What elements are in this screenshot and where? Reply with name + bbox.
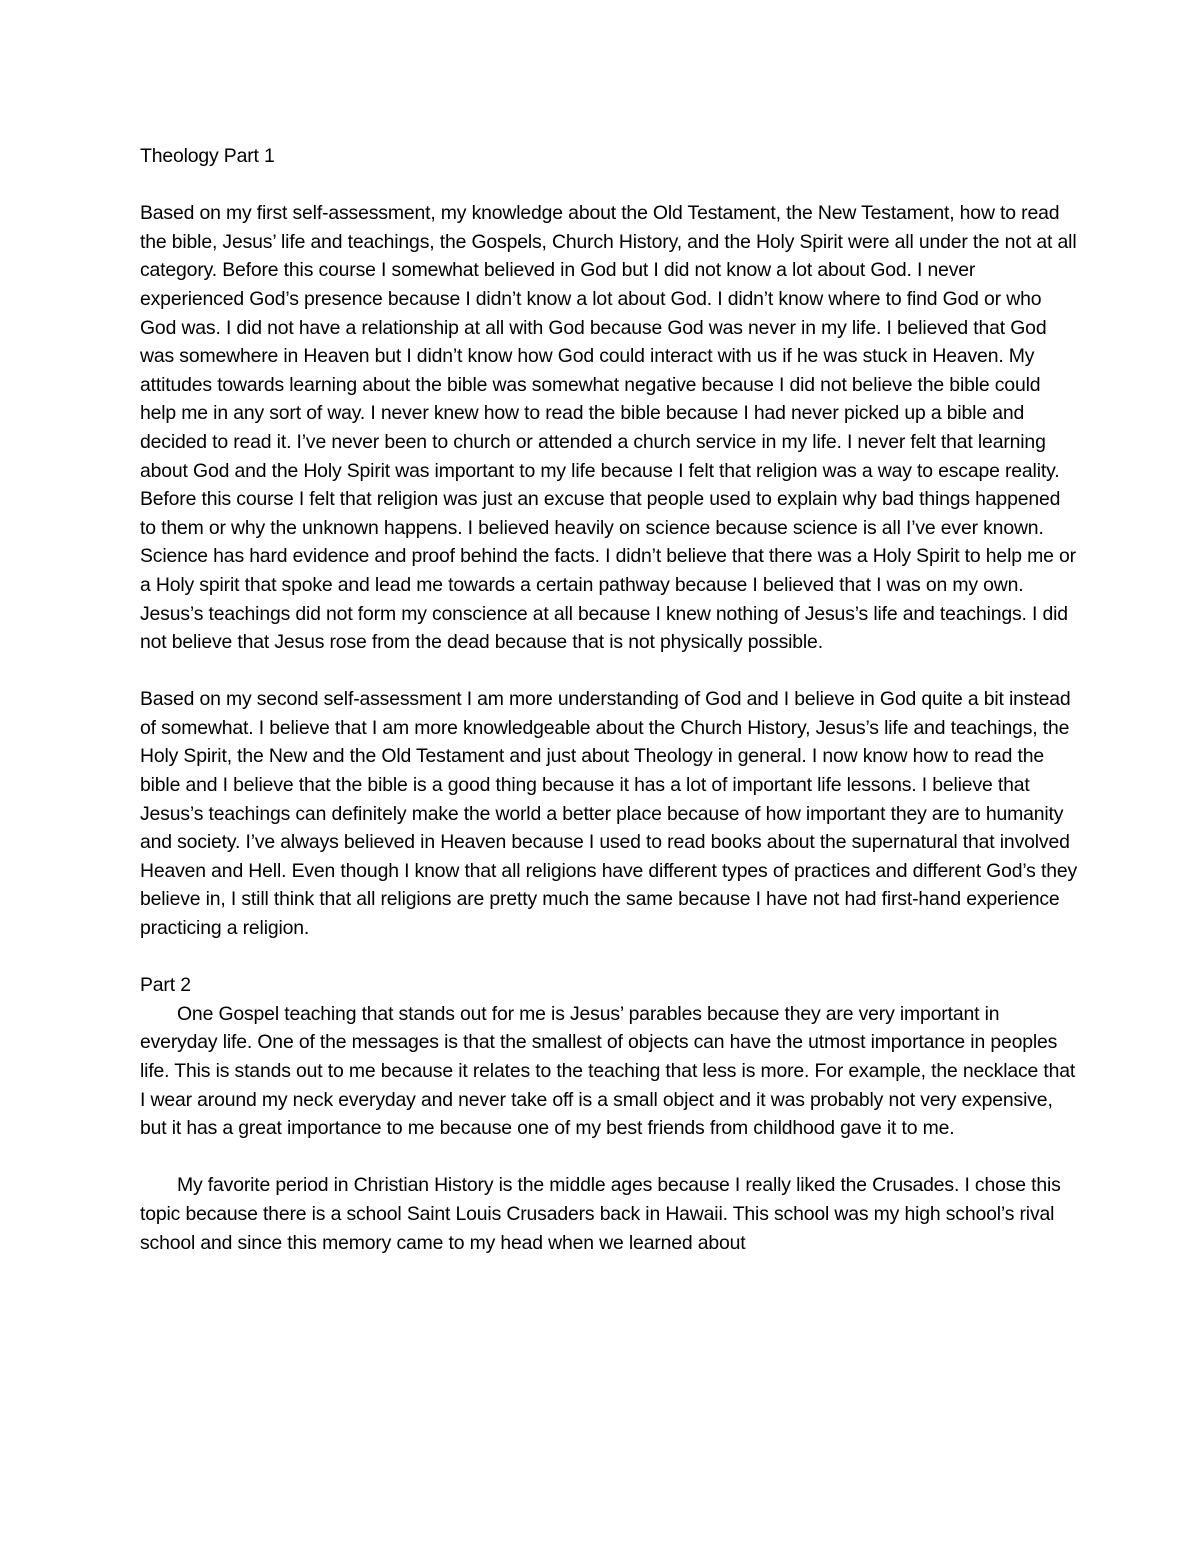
part-2-heading: Part 2	[140, 974, 191, 997]
document-title: Theology Part 1	[140, 145, 275, 167]
paragraph-gospel-teaching: One Gospel teaching that stands out for me is Jesus’ parables because they are very important in everyday life. One of the messages is that the smallest of objects can have the utmost importance in peoples life. This is stands out to me because it relates to the teaching that less is more. For example, the necklace that I wear around my neck everyday and never take off is a small object and it was probably not very expensive, but it has a great importance to me because one of my best friends from childhood gave it to me.	[140, 1002, 1076, 1140]
document-body	[140, 142, 1080, 1257]
paragraph-christian-history: My favorite period in Christian History is the middle ages because I really liked the Crusades. I chose this topic because there is a school Saint Louis Crusaders back in Hawaii. This school was my high school’s rival school and since this memory came to my head when we learned about	[140, 1174, 1061, 1254]
paragraph-first-self-assessment: Based on my first self-assessment, my knowledge about the Old Testament, the New Testament, how to read the bible, Jesus’ life and teachings, the Gospels, Church History, and the Holy Spirit were all under the not at all category. Before this course I somewhat believed in God but I did not know a lot about God. I never experienced God’s presence because I didn’t know a lot about God. I didn’t know where to find God or who God was. I did not have a relationship at all with God because God was never in my life. I believed that God was somewhere in Heaven but I didn’t know how God could interact with us if he was stuck in Heaven. My attitudes towards learning about the bible was somewhat negative because I did not believe the bible could help me in any sort of way. I never knew how to read the bible because I had never picked up a bible and decided to read it. I’ve never been to church or attended a church service in my life. I never felt that learning about God and the Holy Spirit was important to my life because I felt that religion was a way to escape reality. Before this course I felt that religion was just an excuse that people used to explain why bad things happened to them or why the unknown happens. I believed heavily on science because science is all I’ve ever known. Science has hard evidence and proof behind the facts. I didn’t believe that there was a Holy Spirit to help me or a Holy spirit that spoke and lead me towards a certain pathway because I believed that I was on my own. Jesus’s teachings did not form my conscience at all because I knew nothing of Jesus’s life and teachings. I did not believe that Jesus rose from the dead because that is not physically possible.	[140, 202, 1077, 654]
paragraph-second-self-assessment: Based on my second self-assessment I am more understanding of God and I believe in God quite a bit instead of somewhat. I believe that I am more knowledgeable about the Church History, Jesus’s life and teachings, the Holy Spirit, the New and the Old Testament and just about Theology in general. I now know how to read the bible and I believe that the bible is a good thing because it has a lot of important life lessons. I believe that Jesus’s teachings can definitely make the world a better place because of how important they are to humanity and society. I’ve always believed in Heaven because I used to read books about the supernatural that involved Heaven and Hell. Even though I know that all religions have different types of practices and different God’s they believe in, I still think that all religions are pretty much the same because I have not had first-hand experience practicing a religion.	[140, 688, 1078, 940]
